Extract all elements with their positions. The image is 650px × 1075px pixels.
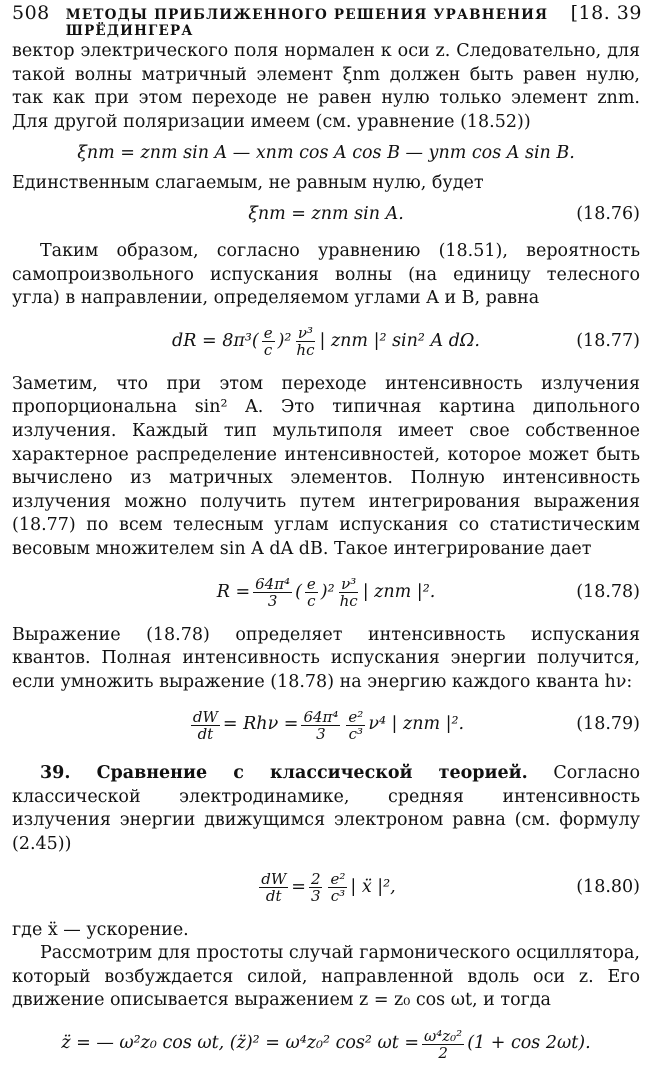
page-number: 508 bbox=[12, 2, 50, 24]
running-title: МЕТОДЫ ПРИБЛИЖЕННОГО РЕШЕНИЯ УРАВНЕНИЯ ШРЁДИНГЕРА bbox=[65, 7, 549, 39]
eq1-text: ξnm = znm sin A — xnm cos A cos B — ynm cos A sin B. bbox=[77, 142, 575, 163]
eq7-right: (1 + cos 2ωt). bbox=[467, 1033, 591, 1054]
eq4-frac-e-c: $\frac{e}{c}$ bbox=[306, 575, 316, 610]
eq5-mid: = Rhν = bbox=[222, 714, 299, 735]
eq2-text: ξnm = znm sin A. bbox=[248, 204, 404, 225]
eq5-number: (18.79) bbox=[576, 714, 640, 735]
eq4-right: | znm |². bbox=[362, 581, 436, 602]
eq4-frac-64pi: $\frac{\text{64π⁴}}{3}$ bbox=[255, 575, 291, 610]
section-heading: 39. Сравнение с классической теорией. bbox=[40, 763, 528, 784]
eq6-right: | ẍ |², bbox=[350, 876, 396, 897]
equation-18-80: $\frac{dW}{dt}$ = $\frac{2}{3}$ $\frac{\text{e²}}{\text{c³}}$ | ẍ |², (18.80) bbox=[261, 870, 640, 906]
eq3-right: | znm |² sin² A dΩ. bbox=[319, 330, 480, 351]
eq3-frac-e-c: $\frac{e}{c}$ bbox=[263, 324, 273, 360]
paragraph-2: Единственным слагаемым, не равным нулю, будет bbox=[12, 173, 484, 194]
paragraph-7: где ẍ — ускорение. bbox=[12, 919, 189, 940]
eq6-frac-dw-dt: $\frac{dW}{dt}$ bbox=[261, 870, 287, 906]
running-header bbox=[12, 2, 642, 39]
eq3-number: (18.77) bbox=[576, 330, 640, 351]
eq6-frac-2-3: $\frac{2}{3}$ bbox=[310, 870, 321, 906]
equation-18-78: R = $\frac{\text{64π⁴}}{3}$ ( $\frac{e}{c}$ )² $\frac{\text{ν³}}{hc}$ | znm |². (18.78) bbox=[216, 575, 640, 610]
eq5-right: ν⁴ | znm |². bbox=[368, 714, 465, 735]
eq2-number: (18.76) bbox=[576, 204, 640, 225]
eq3-frac-nu-hc: $\frac{\text{ν³}}{hc}$ bbox=[296, 324, 315, 360]
eq5-frac-dw-dt: $\frac{dW}{dt}$ bbox=[192, 707, 218, 743]
paragraph-5: Выражение (18.78) определяет интенсивность испускания квантов. Полная интенсивность испускания энергии получится, если умножить выражение (18.78) на энергию каждого кванта hν: bbox=[12, 624, 640, 692]
equation-1 bbox=[12, 138, 640, 168]
page-body bbox=[12, 40, 640, 1075]
paragraph-6 bbox=[12, 762, 640, 856]
eq5-frac-64pi: $\frac{\text{64π⁴}}{3}$ bbox=[303, 707, 339, 743]
paragraph-1: вектор электрического поля нормален к оси z. Следовательно, для такой волны матричный элемент ξnm должен быть равен нулю, так как при этом переходе не равен нулю только элемент znm. Для другой поляризации имеем (см. уравнение (18.52)) bbox=[12, 41, 640, 132]
equation-18-77: dR = 8π³ ( $\frac{e}{c}$ )² $\frac{\text{ν³}}{hc}$ | znm |² sin² A dΩ. (18.77) bbox=[172, 324, 640, 360]
equation-18-76 bbox=[12, 200, 640, 230]
eq5-frac-e2-c3: $\frac{\text{e²}}{\text{c³}}$ bbox=[348, 707, 364, 743]
eq4-frac-nu-hc: $\frac{\text{ν³}}{hc}$ bbox=[339, 575, 358, 610]
eq4-left: R = bbox=[216, 581, 251, 602]
paragraph-8: Рассмотрим для простоты случай гармонического осциллятора, который возбуждается силой, направленной вдоль оси z. Его движение описывается выражением z = z₀ cos ωt, и тогда bbox=[12, 943, 640, 1011]
eq6-frac-e2-c3: $\frac{\text{e²}}{\text{c³}}$ bbox=[330, 870, 346, 906]
paragraph-3: Таким образом, согласно уравнению (18.51), вероятность самопроизвольного испускания волны (на единицу телесного угла) в направлении, определяемом углами A и B, равна bbox=[12, 240, 640, 309]
equation-18-79 bbox=[12, 698, 640, 752]
eq4-number: (18.78) bbox=[576, 581, 640, 602]
section-ref: [18. 39 bbox=[570, 2, 642, 24]
paragraph-4: Заметим, что при этом переходе интенсивность излучения пропорциональна sin² A. Это типичная картина дипольного излучения. Каждый тип мультиполя имеет свое собственное характерное распределение интенсивностей, которое может быть вычислено из матричных элементов. Полную интенсивность излучения можно получить путем интегрирования выражения (18.77) по всем телесным углам испускания со статистическим весовым множителем sin A dA dB. Такое интегрирование дает bbox=[12, 373, 640, 559]
paragraph-6-text: Согласно классической электродинамике, средняя интенсивность излучения энергии движущимся электроном равна (см. формулу (2.45)) bbox=[12, 763, 640, 855]
eq3-left: dR = 8π³ bbox=[172, 330, 252, 351]
eq7-frac: $\frac{\text{ω⁴z₀²}}{2}$ bbox=[424, 1026, 463, 1062]
equation-final bbox=[12, 1017, 640, 1071]
eq7-left: z̈ = — ω²z₀ cos ωt, (z̈)² = ω⁴z₀² cos² ωt = bbox=[61, 1033, 419, 1054]
eq6-number: (18.80) bbox=[576, 876, 640, 897]
